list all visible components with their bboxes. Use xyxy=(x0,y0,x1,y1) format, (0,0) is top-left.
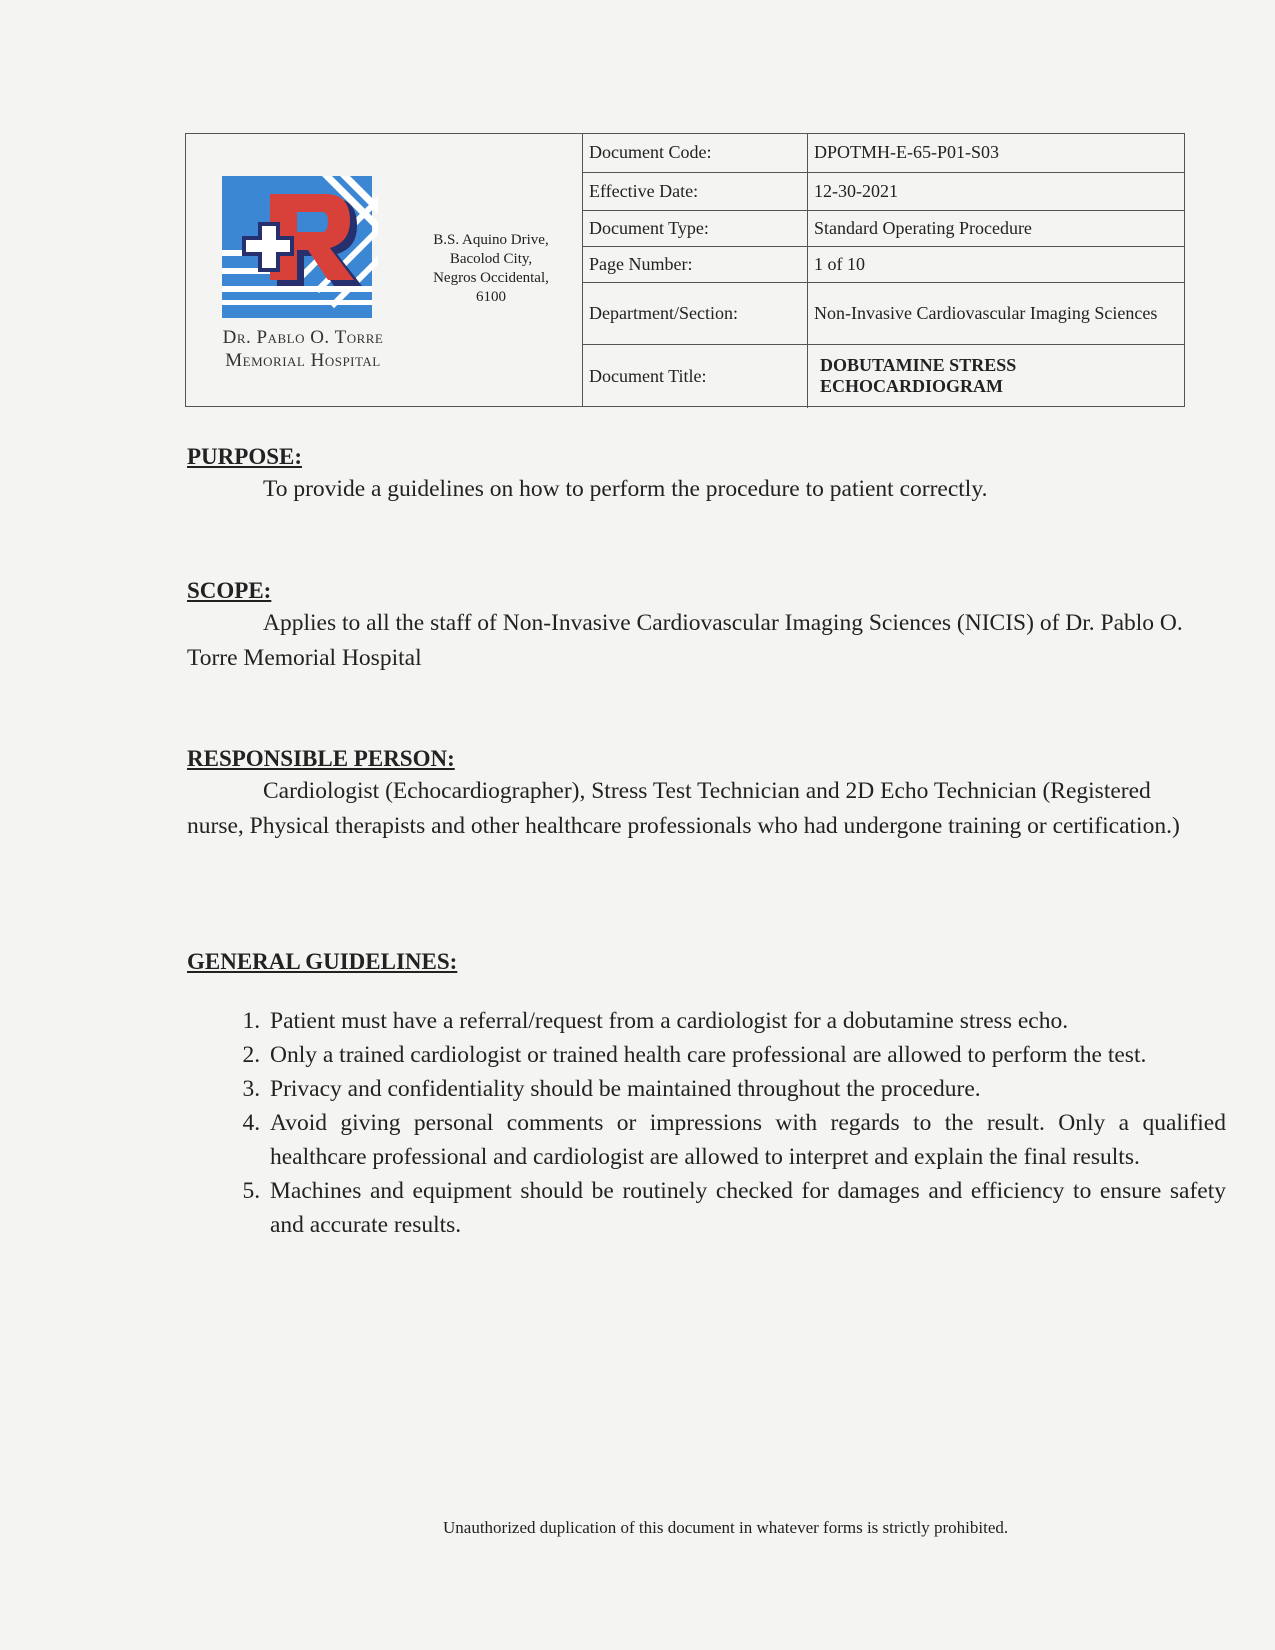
table-row xyxy=(583,172,1184,210)
list-item: 1. Patient must have a referral/request from a cardiologist for a dobutamine stress echo. xyxy=(266,1004,1226,1038)
footer-notice: Unauthorized duplication of this document in whatever forms is strictly prohibited. xyxy=(443,1518,1009,1537)
address-line: Negros Occidental, xyxy=(433,270,549,286)
general-guidelines-section xyxy=(187,947,1187,977)
purpose-text: To provide a guidelines on how to perform the procedure to patient correctly. xyxy=(263,476,988,502)
address-line: B.S. Aquino Drive, xyxy=(433,232,549,248)
hospital-name-line-2: Memorial Hospital xyxy=(225,350,381,371)
responsible-person-text: Cardiologist (Echocardiographer), Stress Test Technician and 2D Echo Technician (Registered nurse, Physical therapists and other healthcare professionals who had undergone training or certification.) xyxy=(187,778,1180,839)
document-title-value xyxy=(808,344,1185,408)
document-type-value: Standard Operating Procedure xyxy=(808,210,1185,246)
responsible-person-section xyxy=(187,744,1187,844)
address-line: Bacolod City, xyxy=(449,251,533,267)
guidelines-list xyxy=(228,1004,1226,1242)
hospital-address xyxy=(416,231,566,307)
list-item: 2. Only a trained cardiologist or trained health care professional are allowed to perform the test. xyxy=(266,1038,1226,1072)
department-label: Department/Section: xyxy=(583,282,808,344)
hospital-identity xyxy=(186,134,583,406)
purpose-heading: PURPOSE: xyxy=(187,444,302,469)
list-item: 3. Privacy and confidentiality should be maintained throughout the procedure. xyxy=(266,1072,1226,1106)
scope-text: Applies to all the staff of Non-Invasive Cardiovascular Imaging Sciences (NICIS) of Dr. Pablo O. Torre Memorial Hospital xyxy=(187,610,1183,671)
scope-section xyxy=(187,576,1187,676)
department-value: Non-Invasive Cardiovascular Imaging Sciences xyxy=(808,282,1185,344)
hospital-logo xyxy=(222,176,378,326)
document-title-line-1: DOBUTAMINE STRESS xyxy=(820,355,1017,376)
responsible-person-heading: RESPONSIBLE PERSON: xyxy=(187,746,455,771)
page-number-label: Page Number: xyxy=(583,246,808,282)
scope-heading: SCOPE: xyxy=(187,578,272,603)
effective-date-value: 12-30-2021 xyxy=(808,172,1185,210)
document-title-line-2: ECHOCARDIOGRAM xyxy=(820,376,1003,397)
table-row xyxy=(583,134,1184,172)
document-code-value: DPOTMH-E-65-P01-S03 xyxy=(808,134,1185,172)
table-row xyxy=(583,282,1184,344)
document-title-label: Document Title: xyxy=(583,344,808,408)
general-guidelines-heading: GENERAL GUIDELINES: xyxy=(187,949,458,974)
table-row xyxy=(583,344,1184,408)
table-row xyxy=(583,246,1184,282)
purpose-section xyxy=(187,442,1187,507)
hospital-name-line-1: Dr. Pablo O. Torre xyxy=(222,327,384,348)
document-metadata-table xyxy=(583,134,1184,408)
document-type-label: Document Type: xyxy=(583,210,808,246)
hospital-name xyxy=(198,326,408,372)
document-header xyxy=(185,133,1185,407)
list-item: 4. Avoid giving personal comments or impressions with regards to the result. Only a qualified healthcare professional and cardiologist are allowed to interpret and explain the final results. xyxy=(266,1106,1226,1174)
document-code-label: Document Code: xyxy=(583,134,808,172)
page-number-value: 1 of 10 xyxy=(808,246,1185,282)
address-line: 6100 xyxy=(476,289,506,305)
effective-date-label: Effective Date: xyxy=(583,172,808,210)
table-row xyxy=(583,210,1184,246)
list-item: 5. Machines and equipment should be routinely checked for damages and efficiency to ensure safety and accurate results. xyxy=(266,1174,1226,1242)
